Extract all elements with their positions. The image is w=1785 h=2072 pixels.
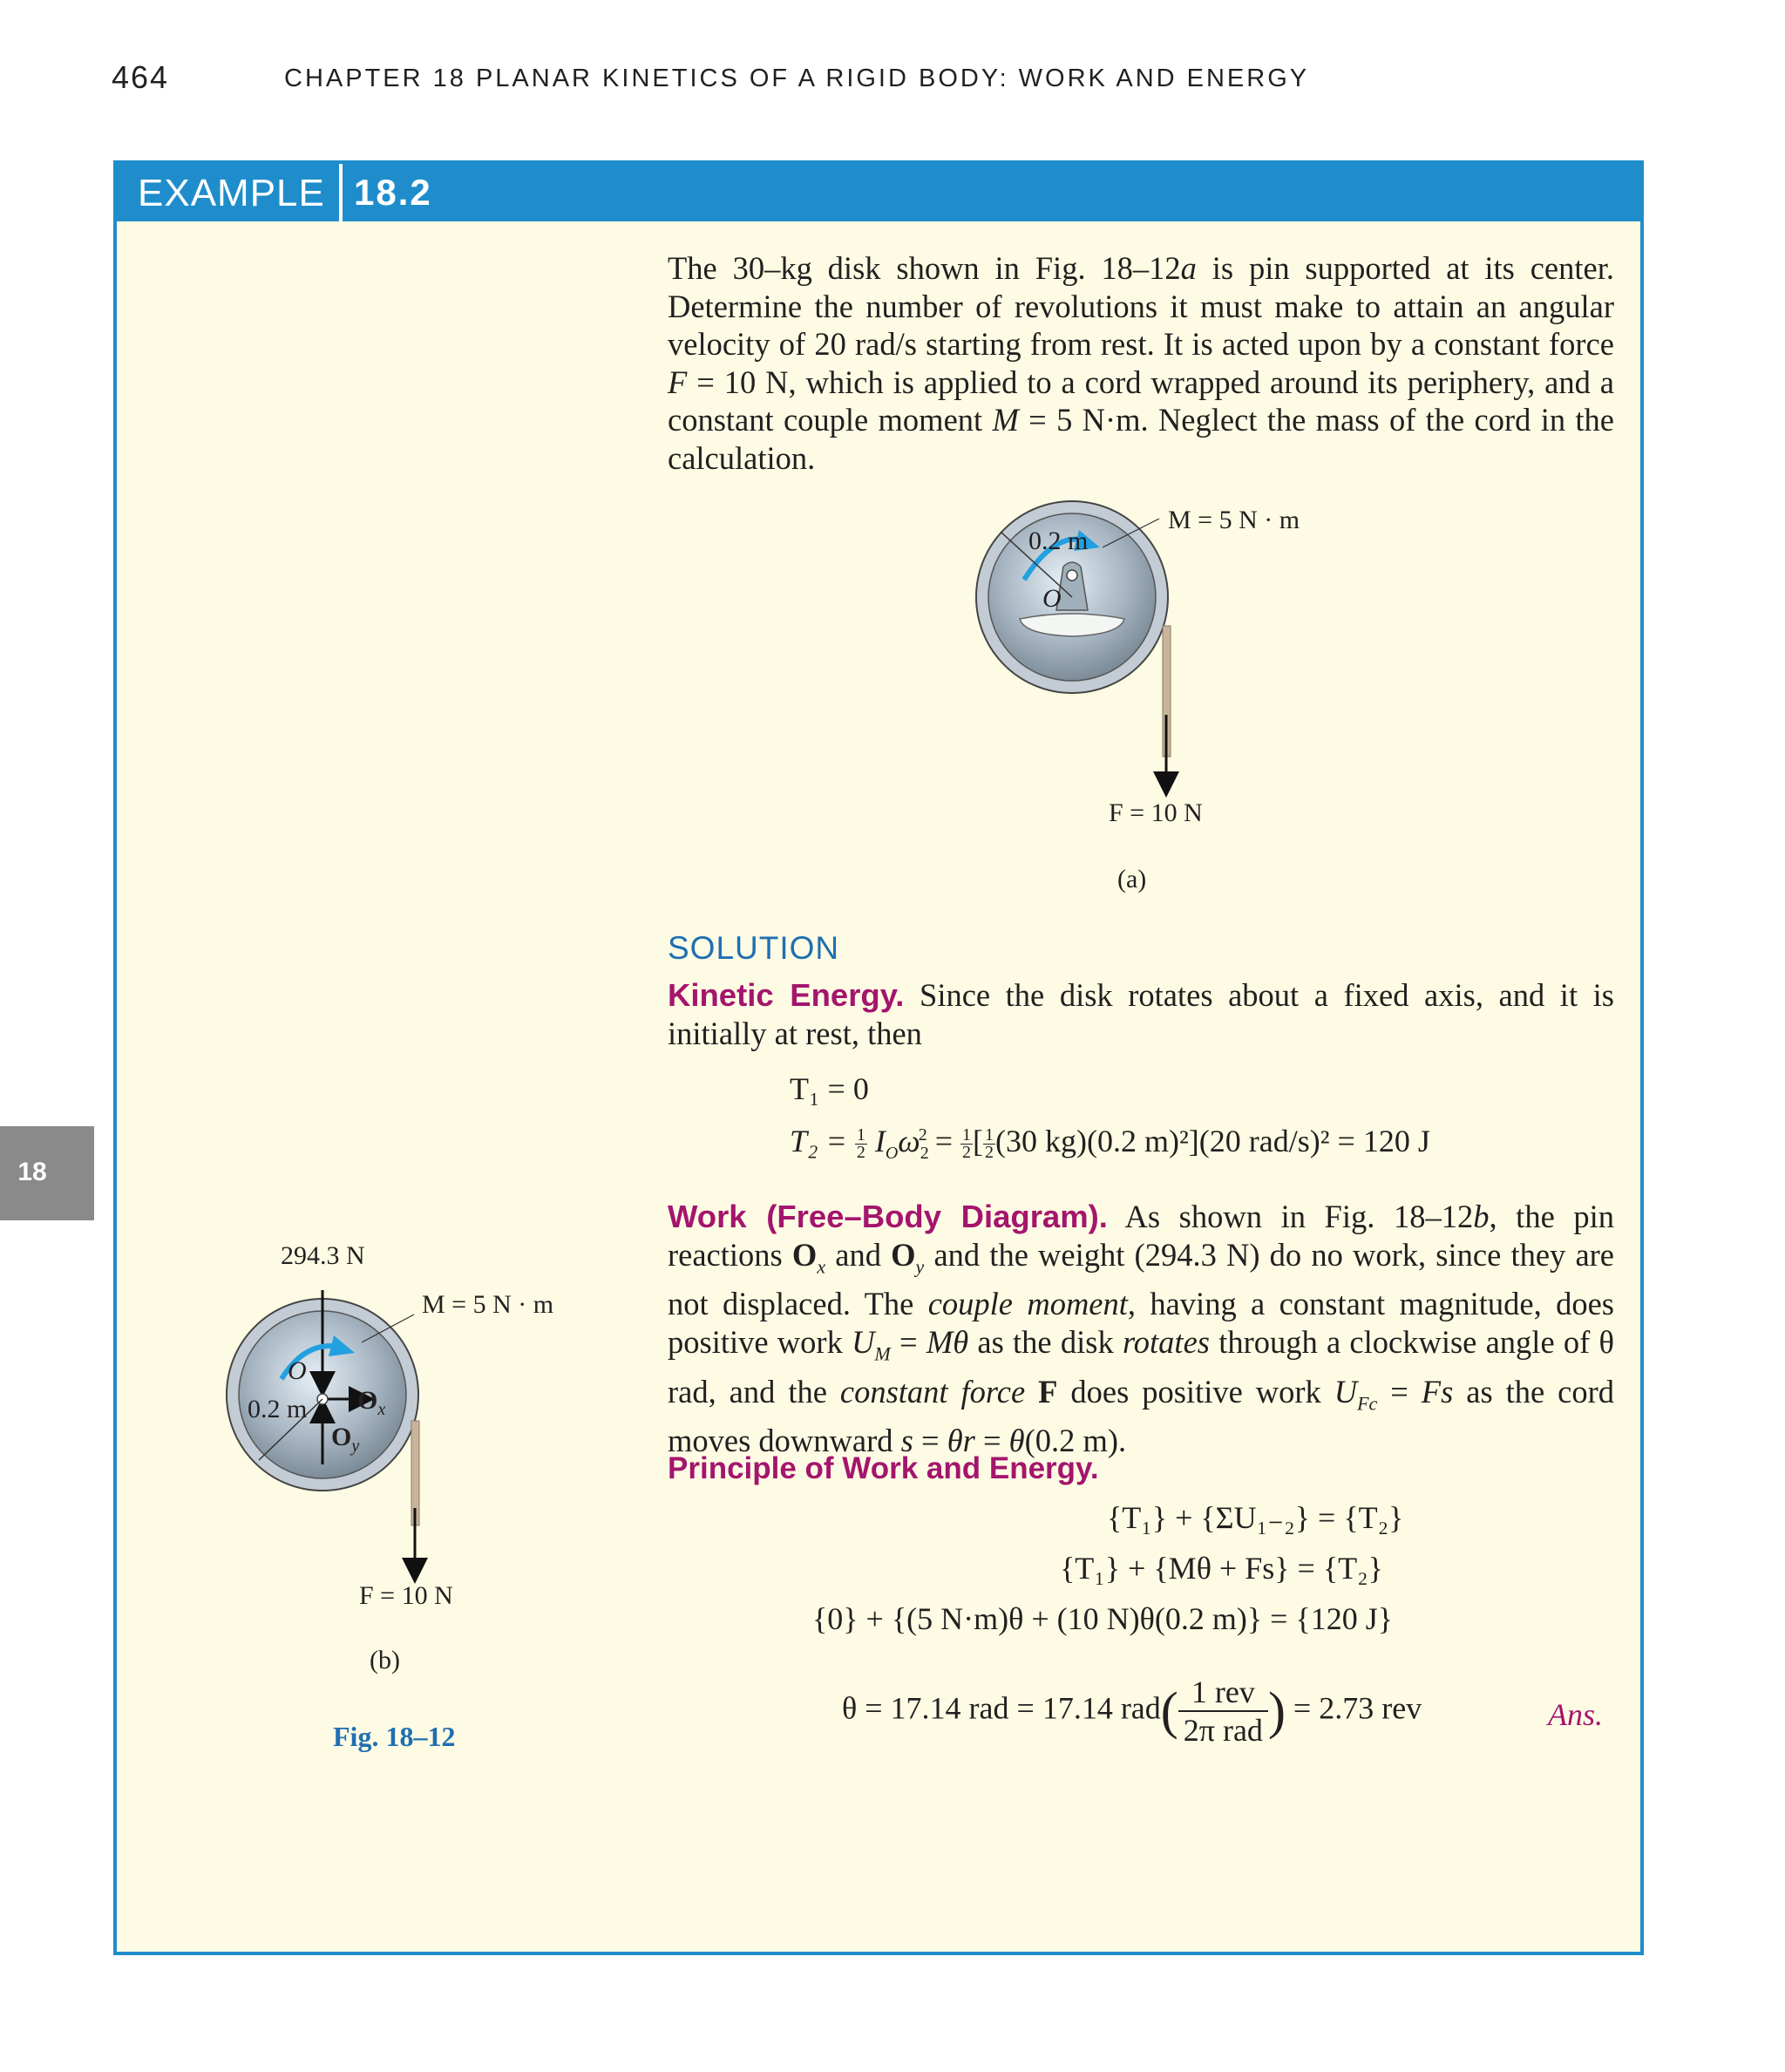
pin [1067,570,1077,581]
chapter-tab-label: 18 [17,1158,47,1186]
kinetic-energy-text: Since the disk rotates about a fixed axis, and it is initially at rest, then [668,977,1614,1051]
answer-label: Ans. [1548,1697,1603,1732]
work-couple-moment: couple moment [927,1286,1128,1322]
figure-b-weight-label: 294.3 N [281,1241,365,1270]
work-text-4: and the weight (294.3 N) do no work, since they are not displaced. The [668,1236,1614,1322]
example-number: 18.2 [354,172,432,213]
figure-b-radius-label: 0.2 m [248,1395,308,1423]
figure-b-ox-label: $O_x$ [357,1386,386,1419]
work-text-6: as the disk [968,1323,1123,1360]
problem-text-4: = 5 N·m. Neglect the mass of the cord in the calculation. [668,402,1614,476]
figure-b-moment-label: M = 5 N · m [422,1290,554,1319]
work-text-1: As shown in Fig. 18–12 [1107,1199,1474,1234]
problem-text-3: = 10 N, which is applied to a cord wrapped around its periphery, and a constant couple moment [668,363,1614,438]
solution-heading: SOLUTION [668,930,840,966]
figure-caption: Fig. 18–12 [333,1721,456,1752]
equation-4-denominator: 2π rad [1183,1713,1263,1748]
figure-a-moment-label: M = 5 N · m [1168,506,1300,534]
equation-t2-lhs: T₂ = [790,1124,855,1158]
chapter-tab [0,1126,94,1220]
kinetic-energy-heading: Kinetic Energy. [668,977,905,1013]
work-text-9: as the cord moves downward [668,1373,1615,1459]
problem-text-1: The 30–kg disk shown in Fig. 18–12 [668,250,1181,286]
figure-b-force-label: F = 10 N [359,1581,453,1610]
figure-a-caption: (a) [1117,865,1147,893]
figure-b-center-label: O [288,1356,307,1385]
equation-4-numerator: 1 rev [1178,1674,1268,1712]
work-text-7: through a clockwise angle of θ rad, and the [668,1323,1615,1410]
equation-3: {0} + {(5 N·m)θ + (10 N)θ(0.2 m)} = {120 J} [812,1601,1393,1636]
fraction-half: $\frac{1}{2}$ [856,1125,865,1163]
problem-text-2: is pin supported at its center. Determine the number of revolutions it must make to attain an angular velocity of 20 rad/s starting from rest. It is acted upon by a constant force [668,250,1614,362]
work-constant-force: constant force [839,1373,1026,1410]
equation-4: θ = 17.14 rad = 17.14 rad( 1 rev 2π rad ) = 2.73 rev [842,1675,1422,1748]
figure-b-caption: (b) [370,1646,400,1675]
problem-statement [668,249,1614,477]
equation-t2-rest: (30 kg)(0.2 m)²](20 rad/s)² = 120 J [995,1124,1430,1158]
work-rotates: rotates [1122,1323,1210,1360]
kinetic-energy-paragraph [668,976,1614,1052]
work-paragraph: Work (Free–Body Diagram). As shown in Fig. 18–12b, the pin reactions $O_x$ and $O_y$ and the weight (294.3 N) do no work, since they are not displaced. The couple moment, having a constant magnitude, does positive work $U_M = M\theta$ as the disk rotates through a clockwise angle of θ rad, and the constant force F does positive work $U_{Fc} = Fs$ as the cord moves downward s = θr = θ(0.2 m). [668,1199,1615,1459]
example-separator [339,164,343,221]
figure-a-radius-label: 0.2 m [1028,526,1089,555]
equation-t1: T₁ = 0 [790,1071,869,1106]
figure-b-oy-label: $O_y$ [331,1423,360,1456]
example-banner [117,164,1640,221]
equation-4-rhs: = 2.73 rev [1293,1690,1422,1726]
principle-heading: Principle of Work and Energy. [668,1451,1099,1485]
work-fig-ref: b [1473,1199,1490,1234]
work-text-5: , having a constant magnitude, does positive work [668,1286,1614,1360]
work-heading: Work (Free–Body Diagram). [668,1199,1108,1234]
chapter-header: CHAPTER 18 PLANAR KINETICS OF A RIGID BODY: WORK AND ENERGY [284,65,1310,92]
problem-force-symbol: F [668,363,688,400]
equation-2: {T₁} + {Mθ + Fs} = {T₂} [1060,1551,1383,1586]
figure-a-force-label: F = 10 N [1109,798,1203,827]
figure-a-center-label: O [1042,584,1062,613]
work-text-2: , the pin reactions [668,1199,1614,1273]
example-label: EXAMPLE [138,172,325,214]
equation-4-lhs: θ = 17.14 rad = 17.14 rad [842,1690,1161,1726]
page-number: 464 [112,59,170,95]
work-text-8: does positive work [1057,1373,1334,1410]
equation-1: {T₁} + {ΣU₁₋₂} = {T₂} [1107,1500,1404,1535]
equation-t2: T₂ = $\frac{1}{2}$ $I_O\omega_2^2$ = $\frac{1}{2}$ [ $\frac{1}{2}$ (30 kg)(0.2 m)²](20 rad/s)² = 120 J [790,1124,1430,1164]
work-text-3: and [825,1236,892,1273]
problem-fig-ref: a [1180,250,1197,286]
problem-moment-symbol: M [992,402,1019,438]
figure-a-diagram [959,497,1377,811]
equation-t2-mid: I [866,1124,886,1158]
